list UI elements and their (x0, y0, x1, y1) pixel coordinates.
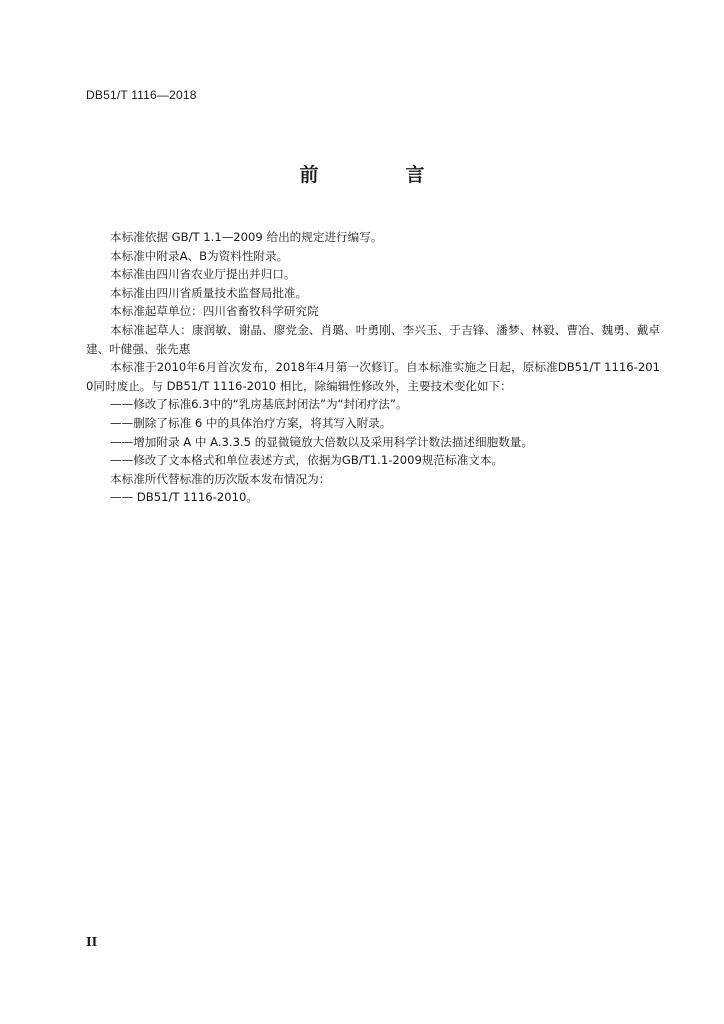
paragraph-history: 本标准于2010年6月首次发布，2018年4月第一次修订。自本标准实施之日起，原标准DB51/T 1116-2010同时废止。与 DB51/T 1116-2010 相比，除编辑性修改外，主要技术变化如下： (86, 360, 660, 393)
change-item: ——删除了标准 6 中的具体治疗方案，将其写入附录。 (110, 415, 392, 430)
previous-edition-item: —— DB51/T 1116-2010。 (110, 490, 258, 505)
change-item: ——修改了标准6.3中的“乳房基底封闭法”为“封闭疗法”。 (110, 397, 408, 412)
change-item: ——增加附录 A 中 A.3.3.5 的显微镜放大倍数以及采用科学计数法描述细胞数量。 (110, 434, 533, 449)
page-number: II (86, 935, 98, 949)
header-doc-code: DB51/T 1116—2018 (86, 88, 197, 102)
change-item: ——修改了文本格式和单位表述方式，依据为GB/T1.1-2009规范标准文本。 (110, 453, 504, 468)
page-title: 前 言 (299, 164, 459, 186)
paragraph-approver: 本标准由四川省质量技术监督局批准。 (110, 285, 308, 300)
paragraph-appendix: 本标准中附录A、B为资料性附录。 (110, 248, 289, 263)
paragraph-previous-editions: 本标准所代替标准的历次版本发布情况为： (110, 471, 331, 486)
paragraph-drafting-unit: 本标准起草单位：四川省畜牧科学研究院 (110, 304, 319, 319)
paragraph-drafters: 本标准起草人：康润敏、谢晶、廖党金、肖璐、叶勇刚、李兴玉、于吉锋、潘梦、林毅、曹冶、魏勇、戴卓建、叶健强、张先惠 (86, 322, 660, 356)
paragraph-basis: 本标准依据 GB/T 1.1—2009 给出的规定进行编写。 (110, 230, 383, 244)
paragraph-proposer: 本标准由四川省农业厅提出并归口。 (110, 267, 296, 282)
foreword-body (86, 228, 660, 507)
